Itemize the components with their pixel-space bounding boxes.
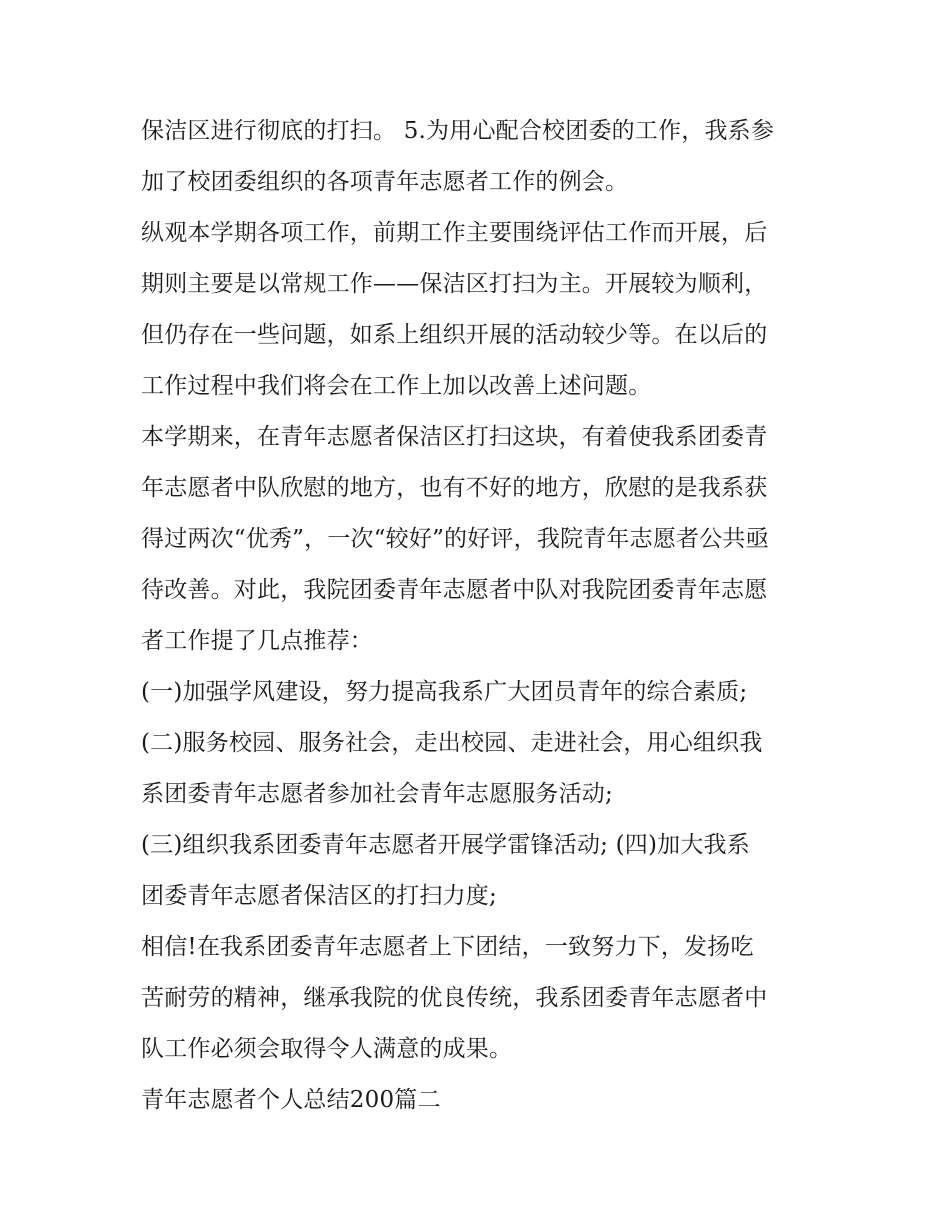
text-line: 纵观本学期各项工作，前期工作主要围绕评估工作而开展，后 [141, 220, 768, 246]
list-item-4-cont: 团委青年志愿者保洁区的打扫力度; [141, 883, 497, 909]
list-item-3-4: (三)组织我系团委青年志愿者开展学雷锋活动; (四)加大我系 [141, 832, 750, 858]
text-line: 保洁区进行彻底的打扫。 5.为用心配合校团委的工作，我系参 [141, 118, 775, 144]
list-item-2-cont: 系团委青年志愿者参加社会青年志愿服务活动; [141, 781, 613, 807]
text-line: 待改善。对此，我院团委青年志愿者中队对我院团委青年志愿 [141, 577, 768, 603]
text-line: 期则主要是以常规工作——保洁区打扫为主。开展较为顺利， [141, 271, 768, 297]
text-line: 但仍存在一些问题，如系上组织开展的活动较少等。在以后的 [141, 322, 768, 348]
section-heading: 青年志愿者个人总结200篇二 [141, 1087, 441, 1113]
text-line: 得过两次“优秀”，一次“较好”的好评，我院青年志愿者公共亟 [141, 526, 769, 552]
list-item-1: (一)加强学风建设，努力提高我系广大团员青年的综合素质; [141, 679, 748, 705]
document-body [141, 106, 821, 1126]
list-item-2: (二)服务校园、服务社会，走出校园、走进社会，用心组织我 [141, 730, 763, 756]
text-line: 加了校团委组织的各项青年志愿者工作的例会。 [141, 169, 629, 195]
text-line: 相信!在我系团委青年志愿者上下团结，一致努力下，发扬吃 [141, 934, 754, 960]
text-line: 本学期来，在青年志愿者保洁区打扫这块，有着使我系团委青 [141, 424, 768, 450]
text-line: 工作过程中我们将会在工作上加以改善上述问题。 [141, 373, 652, 399]
text-line: 队工作必须会取得令人满意的成果。 [141, 1036, 513, 1062]
text-line: 者工作提了几点推荐： [141, 628, 373, 654]
text-line: 年志愿者中队欣慰的地方，也有不好的地方，欣慰的是我系获 [141, 475, 768, 501]
text-line: 苦耐劳的精神，继承我院的优良传统，我系团委青年志愿者中 [141, 985, 768, 1011]
